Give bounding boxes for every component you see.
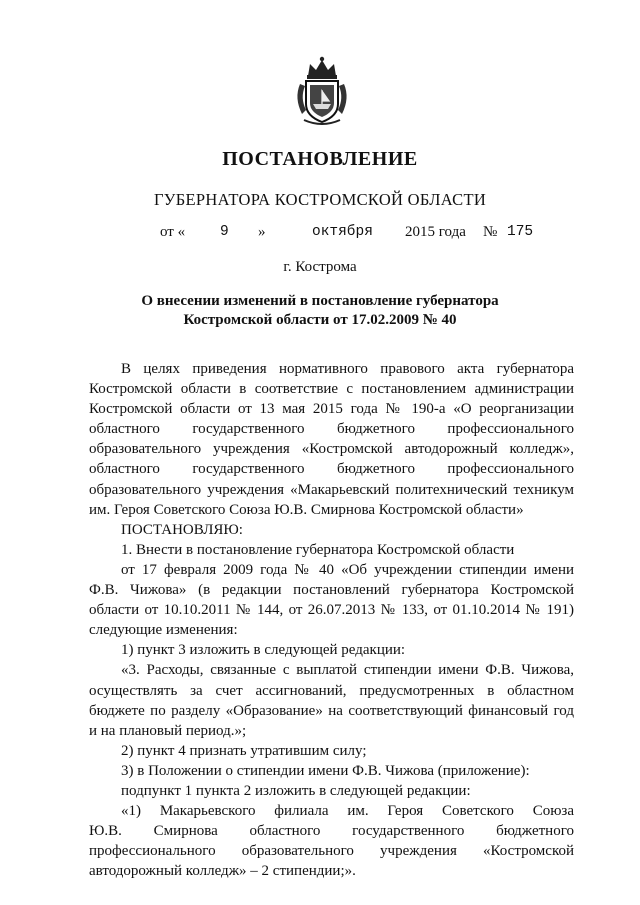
date-close-quote: » xyxy=(258,224,266,240)
body-line: автодорожный колледж» – 2 стипендии;». xyxy=(89,863,356,880)
body-line: им. Героя Советского Союза Ю.В. Смирнова Костромской области» xyxy=(89,501,524,518)
body-line: областного государственного бюджетного профессионального xyxy=(89,421,574,438)
body-line: ПОСТАНОВЛЯЮ: xyxy=(121,521,243,538)
heading-line: Костромской области от 17.02.2009 № 40 xyxy=(183,312,457,328)
body-line: Костромской области в соответствие с постановлением администрации xyxy=(89,381,574,398)
body-line: областного государственного бюджетного профессионального xyxy=(89,461,574,478)
body-line: В целях приведения нормативного правового акта губернатора xyxy=(121,361,574,377)
body-line: Костромской области от 13 мая 2015 года № 190-а «О реорганизации xyxy=(89,401,574,418)
body-line: и на плановый период.»; xyxy=(89,722,247,739)
body-line: Ф.В. Чижова» (в редакции постановлений губернатора Костромской xyxy=(89,582,574,599)
document-title: ПОСТАНОВЛЕНИЕ xyxy=(222,148,418,170)
body-line: «1) Макарьевского филиала им. Героя Советского Союза xyxy=(121,803,574,820)
body-line: 2) пункт 4 признать утратившим силу; xyxy=(121,742,367,759)
body-line: 1. Внести в постановление губернатора Костромской области xyxy=(121,541,515,558)
body-line: образовательного учреждения «Костромской автодорожный колледж», xyxy=(89,441,574,458)
body-line: следующие изменения: xyxy=(89,622,238,639)
body-line: 1) пункт 3 изложить в следующей редакции: xyxy=(121,642,406,659)
body-line: профессионального образовательного учреждения «Костромской xyxy=(89,843,574,860)
city-line: г. Кострома xyxy=(283,259,357,275)
body-line: области от 10.10.2011 № 144, от 26.07.2013 № 133, от 01.10.2014 № 191) xyxy=(89,602,574,619)
date-line xyxy=(0,224,640,244)
heading-line: О внесении изменений в постановление губернатора xyxy=(141,293,499,309)
body-line: 3) в Положении о стипендии имени Ф.В. Чижова (приложение): xyxy=(121,762,530,779)
date-year-label: 2015 года xyxy=(405,224,466,240)
body-line: Ю.В. Смирнова областного государственного бюджетного xyxy=(89,823,574,840)
body-line: от 17 февраля 2009 года № 40 «Об учреждении стипендии имени xyxy=(121,561,574,578)
body-line: осуществлять за счет ассигнований, предусмотренных в областном xyxy=(89,682,574,699)
date-month: октября xyxy=(312,224,373,240)
body-line: «3. Расходы, связанные с выплатой стипендии имени Ф.В. Чижова, xyxy=(121,662,574,679)
date-day: 9 xyxy=(220,224,229,240)
coat-of-arms-emblem xyxy=(292,54,352,126)
document-body xyxy=(89,359,574,881)
document-heading xyxy=(0,292,640,330)
document-number: 175 xyxy=(507,224,534,240)
date-from-label: от « xyxy=(160,224,186,240)
body-line: образовательного учреждения «Макарьевский политехнический техникум xyxy=(89,481,574,498)
body-line: бюджете по разделу «Образование» на соответствующий финансовый год xyxy=(89,702,574,719)
document-issuer: ГУБЕРНАТОРА КОСТРОМСКОЙ ОБЛАСТИ xyxy=(153,190,487,209)
number-label: № xyxy=(483,224,498,240)
body-line: подпункт 1 пункта 2 изложить в следующей редакции: xyxy=(121,782,471,799)
